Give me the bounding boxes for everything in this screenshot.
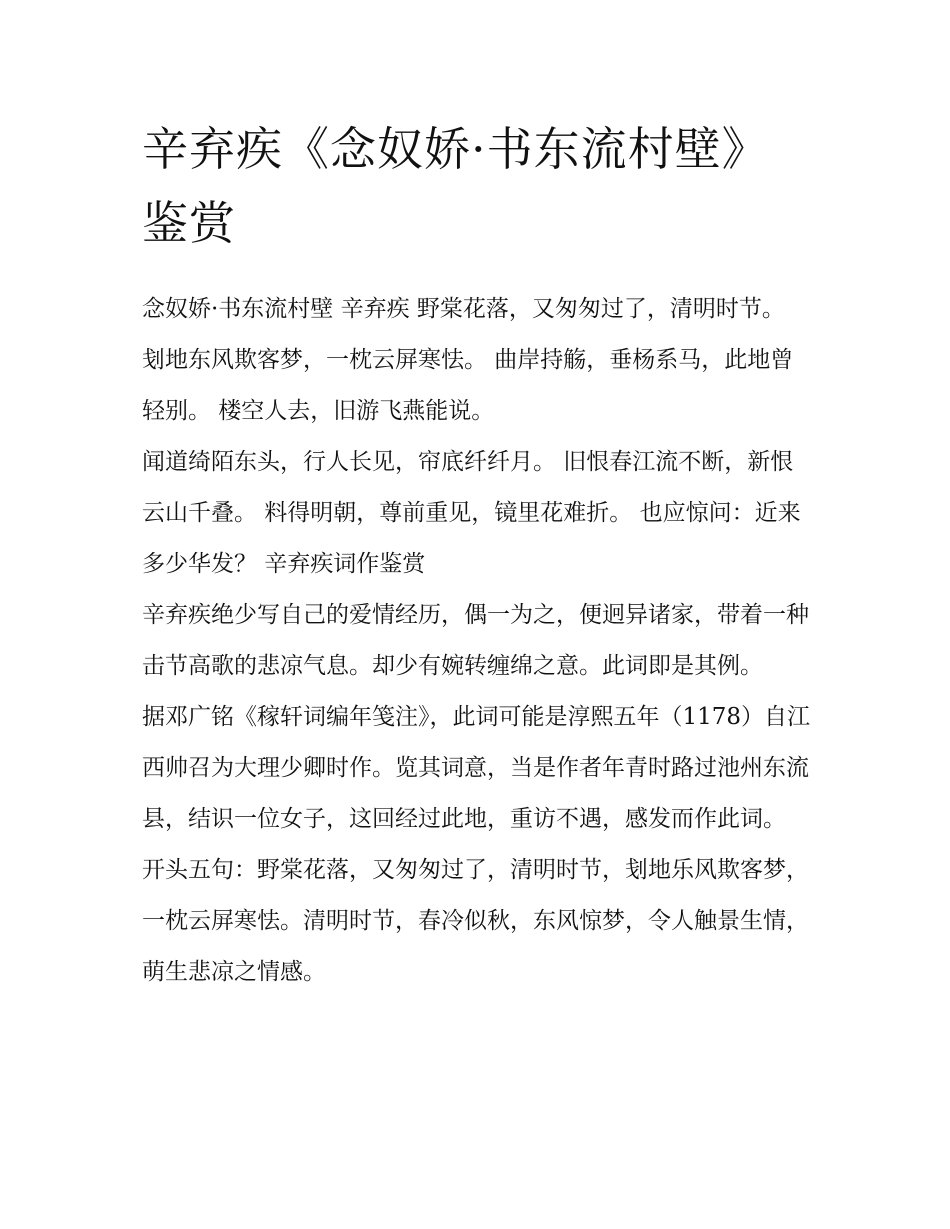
document-title: 辛弃疾《念奴娇·书东流村壁》鉴赏 [142,122,769,250]
paragraph-poem-second-stanza: 闻道绮陌东头，行人长见，帘底纤纤月。 旧恨春江流不断，新恨云山千叠。 料得明朝，尊前重见，镜里花难折。 也应惊问：近来多少华发？ 辛弃疾词作鉴赏 [142,449,801,577]
paragraph-commentary-dating: 据邓广铭《稼轩词编年笺注》，此词可能是淳熙五年（1178）自江西帅召为大理少卿时作。览其词意，当是作者年青时路过池州东流县，结识一位女子，这回经过此地，重访不遇，感发而作此词。 [142,704,811,832]
paragraph-commentary-intro: 辛弃疾绝少写自己的爱情经历，偶一为之，便迥异诸家，带着一种击节高歌的悲凉气息。却少有婉转缠绵之意。此词即是其例。 [142,602,809,679]
paragraph-commentary-opening-lines: 开头五句：野棠花落，又匆匆过了，清明时节，刬地乐风欺客梦，一枕云屏寒怯。清明时节，春冷似秋，东风惊梦，令人触景生情，萌生悲凉之情感。 [142,857,809,985]
paragraph-poem-first-stanza: 念奴娇·书东流村壁 辛弃疾 野棠花落，又匆匆过了，清明时节。 刬地东风欺客梦，一枕云屏寒怯。 曲岸持觞，垂杨系马，此地曾轻别。 楼空人去，旧游飞燕能说。 [142,296,794,424]
document-body [142,112,814,998]
